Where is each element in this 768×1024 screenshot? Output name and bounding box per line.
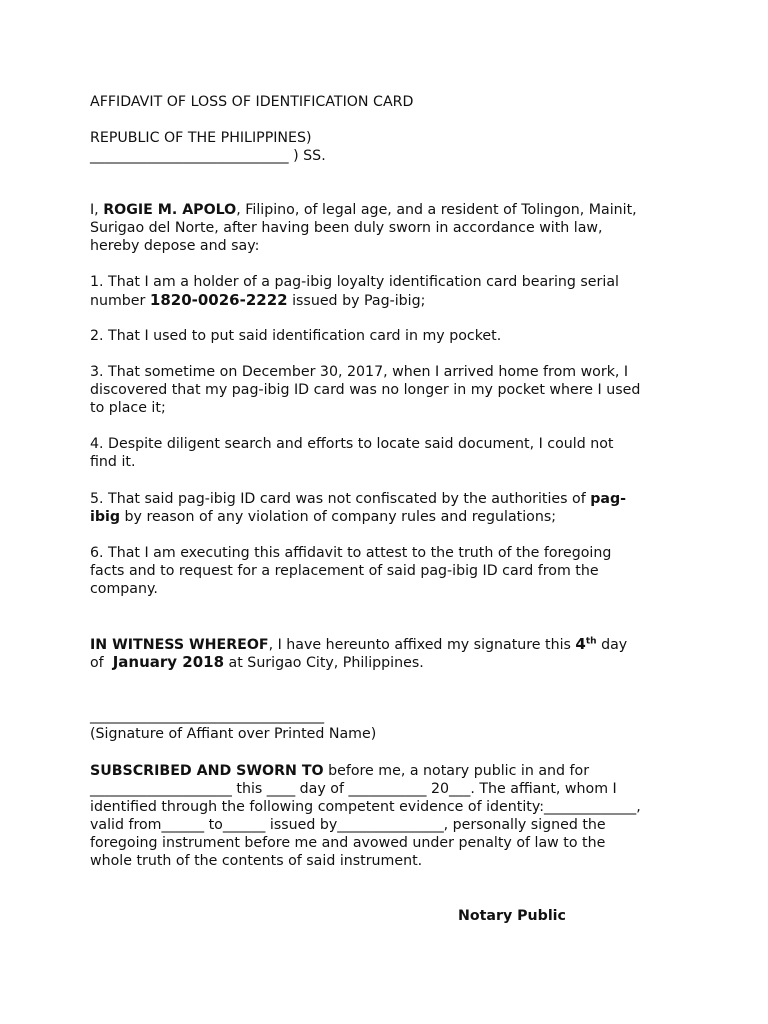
affiant-name: ROGIE M. APOLO bbox=[103, 202, 237, 218]
jurat-line-4: valid from______ to______ issued by_______________, personally signed the bbox=[90, 817, 606, 833]
paragraph-6-line-2: facts and to request for a replacement of said pag-ibig ID card from the bbox=[90, 563, 599, 579]
paragraph-5-rest: by reason of any violation of company rules and regulations; bbox=[120, 509, 557, 525]
intro-line-1-rest: , Filipino, of legal age, and a resident of Tolingon, Mainit, bbox=[236, 202, 637, 218]
serial-prefix: number bbox=[90, 293, 150, 309]
paragraph-3-line-1: 3. That sometime on December 30, 2017, when I arrived home from work, I bbox=[90, 364, 629, 380]
paragraph-6-line-3: company. bbox=[90, 581, 158, 597]
signature-line: _________________________________ bbox=[90, 708, 325, 724]
paragraph-1-line-2 bbox=[90, 291, 425, 310]
paragraph-5-text: 5. That said pag-ibig ID card was not confiscated by the authorities of bbox=[90, 491, 591, 507]
paragraph-3-line-2: discovered that my pag-ibig ID card was no longer in my pocket where I used bbox=[90, 382, 641, 398]
jurat-lead: SUBSCRIBED AND SWORN TO bbox=[90, 763, 324, 779]
intro-prefix: I, bbox=[90, 202, 104, 218]
jurat-line-3: identified through the following competent evidence of identity:_____________, bbox=[90, 799, 641, 815]
paragraph-4-line-1: 4. Despite diligent search and efforts to locate said document, I could not bbox=[90, 436, 614, 452]
paragraph-3-line-3: to place it; bbox=[90, 400, 166, 416]
signature-caption: (Signature of Affiant over Printed Name) bbox=[90, 726, 377, 742]
witness-text: , I have hereunto affixed my signature this bbox=[268, 637, 576, 653]
witness-lead: IN WITNESS WHEREOF bbox=[90, 637, 269, 653]
witness-place: at Surigao City, Philippines. bbox=[224, 655, 424, 671]
venue-line-1: REPUBLIC OF THE PHILIPPINES) bbox=[90, 130, 312, 146]
paragraph-5-line-1 bbox=[90, 490, 626, 508]
paragraph-6-line-1: 6. That I am executing this affidavit to attest to the truth of the foregoing bbox=[90, 545, 612, 561]
jurat-line-6: whole truth of the contents of said instrument. bbox=[90, 853, 423, 869]
jurat-line-1-rest: before me, a notary public in and for bbox=[323, 763, 590, 779]
paragraph-2-line-1: 2. That I used to put said identification card in my pocket. bbox=[90, 328, 502, 344]
witness-day-word: day bbox=[596, 637, 628, 653]
notary-public-label: Notary Public bbox=[458, 908, 566, 924]
jurat-line-5: foregoing instrument before me and avowed under penalty of law to the bbox=[90, 835, 606, 851]
serial-number: 1820-0026-2222 bbox=[149, 291, 288, 309]
witness-line-2 bbox=[90, 653, 424, 672]
document-title: AFFIDAVIT OF LOSS OF IDENTIFICATION CARD bbox=[90, 94, 414, 110]
witness-day-suffix: th bbox=[585, 636, 597, 647]
witness-month-year: January 2018 bbox=[112, 653, 225, 671]
jurat-line-2: ____________________ this ____ day of ___________ 20___. The affiant, whom I bbox=[90, 781, 617, 797]
witness-day: 4 bbox=[575, 635, 586, 653]
jurat-line-1 bbox=[90, 762, 589, 780]
serial-suffix: issued by Pag-ibig; bbox=[287, 293, 426, 309]
intro-line-2: Surigao del Norte, after having been duly sworn in accordance with law, bbox=[90, 220, 603, 236]
intro-line-3: hereby depose and say: bbox=[90, 238, 260, 254]
witness-line-1 bbox=[90, 635, 627, 654]
paragraph-5-bold-a: pag- bbox=[590, 491, 627, 507]
paragraph-4-line-2: find it. bbox=[90, 454, 136, 470]
paragraph-1-line-1: 1. That I am a holder of a pag-ibig loyalty identification card bearing serial bbox=[90, 274, 619, 290]
intro-line-1 bbox=[90, 201, 637, 219]
paragraph-5-bold-b: ibig bbox=[90, 509, 121, 525]
venue-line-2: ____________________________ ) SS. bbox=[90, 148, 326, 164]
paragraph-5-line-2 bbox=[90, 508, 556, 526]
witness-of: of bbox=[90, 655, 113, 671]
